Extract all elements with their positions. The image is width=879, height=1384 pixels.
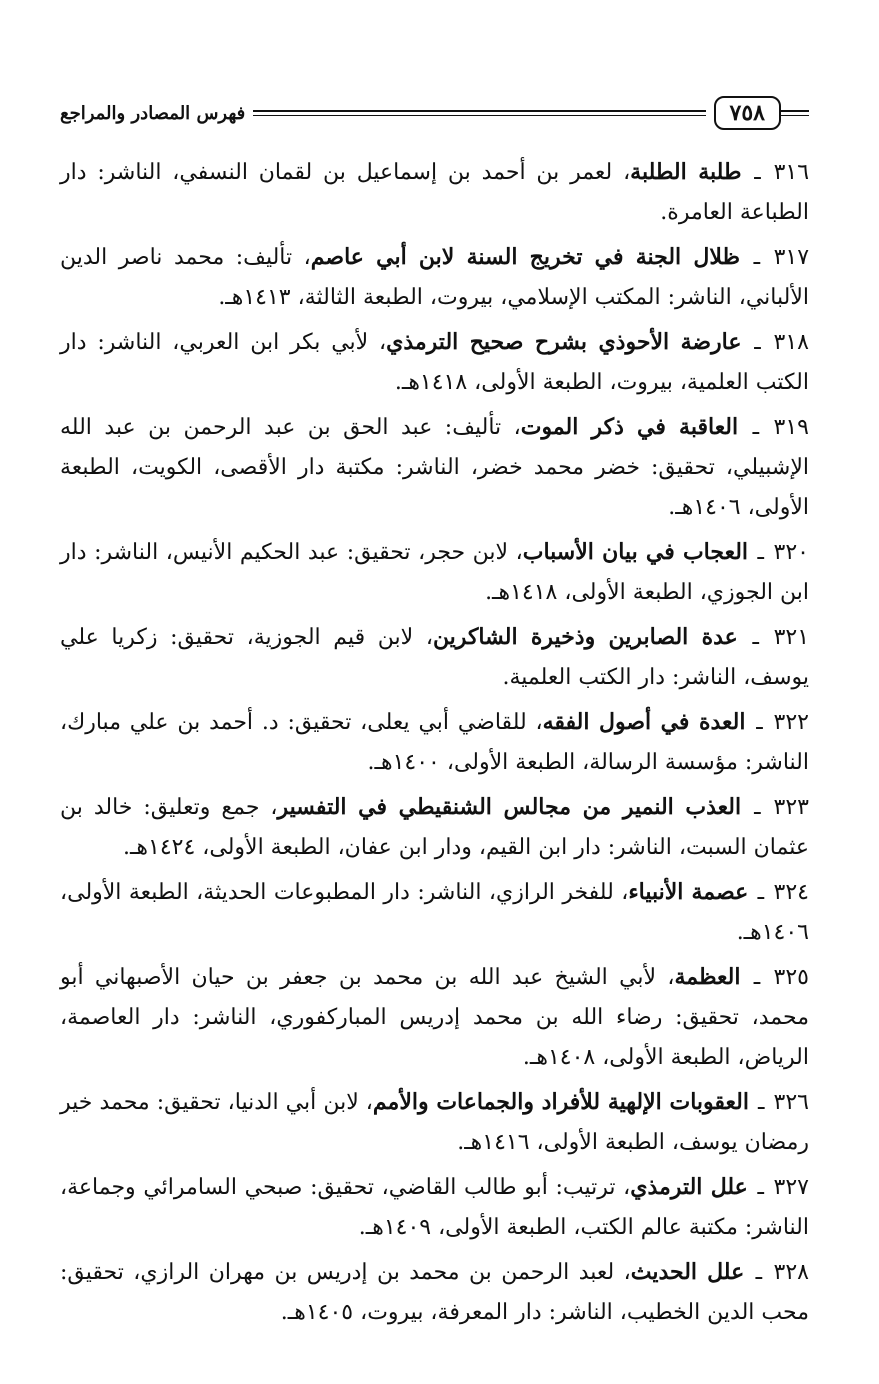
entry-dash: ـ [746, 1260, 772, 1285]
reference-entry [60, 1252, 809, 1333]
entry-number: ٣١٦ [773, 160, 810, 185]
entry-number: ٣٢٣ [773, 795, 809, 820]
entry-details: ، تأليف: محمد ناصر الدين الألباني، الناشر: المكتب الإسلامي، بيروت، الطبعة الثالثة، ١٤١٣هـ. [60, 245, 809, 310]
reference-entry [60, 957, 809, 1078]
entry-details: ، للفخر الرازي، الناشر: دار المطبوعات الحديثة، الطبعة الأولى، ١٤٠٦هـ. [60, 880, 809, 945]
entry-details: ، لعمر بن أحمد بن إسماعيل بن لقمان النسفي، الناشر: دار الطباعة العامرة. [60, 160, 809, 225]
entry-title: العظمة [674, 964, 741, 990]
reference-entry [60, 152, 809, 233]
header-rule-right [781, 107, 809, 119]
entry-dash: ـ [739, 625, 772, 650]
reference-entry [60, 787, 809, 868]
reference-entry [60, 702, 809, 783]
reference-entry [60, 1167, 809, 1248]
entry-details: ، لأبي الشيخ عبد الله بن محمد بن جعفر بن حيان الأصبهاني أبو محمد، تحقيق: رضاء الله بن محمد إدريس المباركفوري، الناشر: دار العاصمة، الرياض، الطبعة الأولى، ١٤٠٨هـ. [60, 965, 809, 1070]
entry-details: ، ترتيب: أبو طالب القاضي، تحقيق: صبحي السامرائي وجماعة، الناشر: مكتبة عالم الكتب، الطبعة الأولى، ١٤٠٩هـ. [60, 1175, 809, 1240]
reference-entry [60, 617, 809, 698]
reference-entry [60, 237, 809, 318]
entry-title: علل الترمذي [630, 1174, 748, 1200]
entry-title: العذب النمير من مجالس الشنقيطي في التفسير [277, 794, 742, 820]
entry-details: ، لعبد الرحمن بن محمد بن إدريس بن مهران الرازي، تحقيق: محب الدين الخطيب، الناشر: دار المعرفة، بيروت، ١٤٠٥هـ. [60, 1260, 809, 1325]
entry-number: ٣٢٢ [773, 710, 809, 735]
entry-number: ٣١٩ [773, 415, 809, 440]
reference-entry [60, 532, 809, 613]
reference-entry [60, 1082, 809, 1163]
entry-dash: ـ [740, 415, 772, 440]
entry-details: ، جمع وتعليق: خالد بن عثمان السبت، الناشر: دار ابن القيم، ودار ابن عفان، الطبعة الأولى، ١٤٢٤هـ. [60, 795, 809, 860]
entry-details: ، تأليف: عبد الحق بن عبد الرحمن بن عبد الله الإشبيلي، تحقيق: خضر محمد خضر، الناشر: مكتبة دار الأقصى، الكويت، الطبعة الأولى، ١٤٠٦هـ. [60, 415, 809, 520]
page-header [60, 90, 809, 136]
entry-dash: ـ [742, 965, 772, 990]
entry-dash: ـ [750, 1090, 772, 1115]
entry-dash: ـ [742, 245, 772, 270]
entry-title: العقوبات الإلهية للأفراد والجماعات والأمم [372, 1089, 749, 1115]
entry-title: عصمة الأنبياء [628, 879, 749, 905]
header-rule [253, 107, 705, 119]
entry-title: العدة في أصول الفقه [542, 709, 746, 735]
entry-title: عدة الصابرين وذخيرة الشاكرين [432, 624, 738, 650]
entry-details: ، لأبي بكر ابن العربي، الناشر: دار الكتب العلمية، بيروت، الطبعة الأولى، ١٤١٨هـ. [60, 330, 809, 395]
running-title: فهرس المصادر والمراجع [60, 102, 246, 124]
entry-title: علل الحديث [630, 1259, 745, 1285]
entry-title: عارضة الأحوذي بشرح صحيح الترمذي [386, 329, 742, 355]
entry-details: ، للقاضي أبي يعلى، تحقيق: د. أحمد بن علي مبارك، الناشر: مؤسسة الرسالة، الطبعة الأولى، ١٤٠٠هـ. [60, 710, 809, 775]
entry-dash: ـ [750, 540, 772, 565]
entry-number: ٣١٨ [773, 330, 809, 355]
entry-dash: ـ [743, 795, 772, 820]
entry-dash: ـ [743, 160, 772, 185]
reference-entry [60, 407, 809, 528]
entry-title: ظلال الجنة في تخريج السنة لابن أبي عاصم [310, 244, 741, 270]
entry-number: ٣٢٧ [773, 1175, 809, 1200]
entry-number: ٣٢٤ [773, 880, 809, 905]
entry-details: ، لابن قيم الجوزية، تحقيق: زكريا علي يوسف، الناشر: دار الكتب العلمية. [60, 625, 809, 690]
entry-number: ٣٢٠ [773, 540, 809, 565]
page-number: ٧٥٨ [729, 100, 765, 126]
entry-dash: ـ [747, 710, 772, 735]
entry-number: ٣٢٦ [773, 1090, 809, 1115]
entry-details: ، لابن أبي الدنيا، تحقيق: محمد خير رمضان يوسف، الطبعة الأولى، ١٤١٦هـ. [60, 1090, 809, 1155]
entry-number: ٣١٧ [773, 245, 810, 270]
entry-number: ٣٢٨ [773, 1260, 809, 1285]
entry-number: ٣٢١ [773, 625, 810, 650]
entry-dash: ـ [750, 880, 772, 905]
entry-title: العجاب في بيان الأسباب [522, 539, 749, 565]
references-list [60, 152, 809, 1333]
entry-number: ٣٢٥ [773, 965, 809, 990]
entry-title: العاقبة في ذكر الموت [520, 414, 739, 440]
entry-dash: ـ [749, 1175, 772, 1200]
reference-entry [60, 872, 809, 953]
entry-details: ، لابن حجر، تحقيق: عبد الحكيم الأنيس، الناشر: دار ابن الجوزي، الطبعة الأولى، ١٤١٨هـ. [60, 540, 809, 605]
entry-title: طلبة الطلبة [630, 159, 742, 185]
page-number-frame [714, 96, 781, 130]
reference-entry [60, 322, 809, 403]
entry-dash: ـ [743, 330, 772, 355]
